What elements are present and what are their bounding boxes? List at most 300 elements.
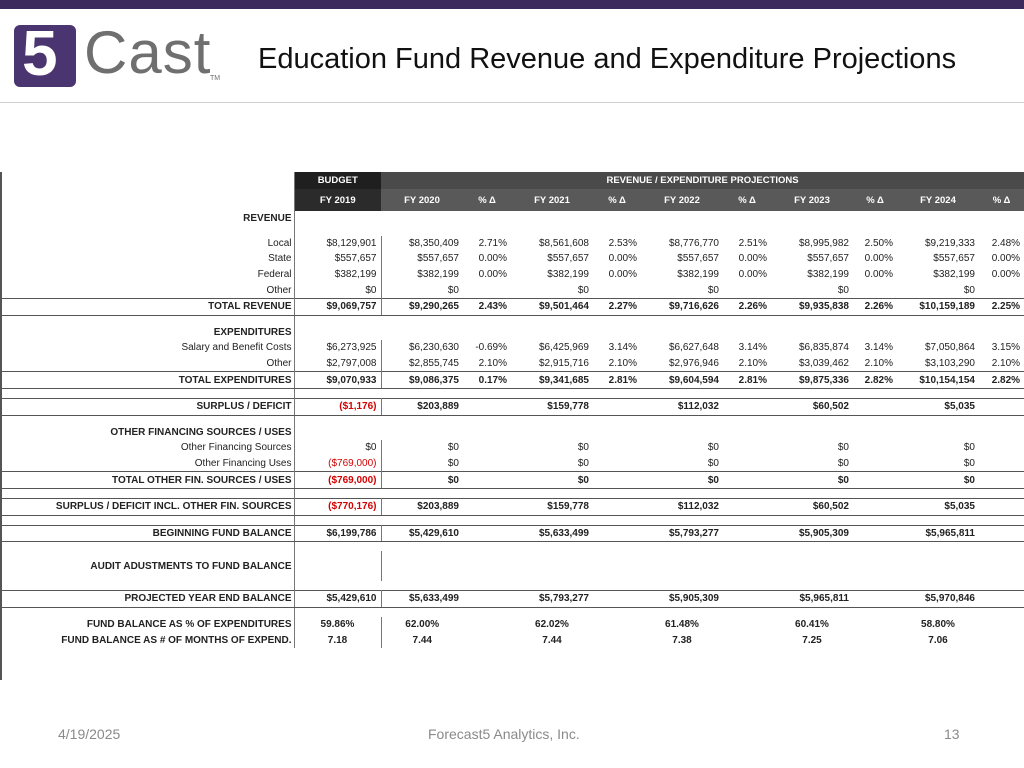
pct-change-cell: 2.10%	[478, 358, 507, 370]
spacer-cell	[294, 607, 1024, 617]
value-cell: $0	[837, 284, 849, 296]
row-label: BEGINNING FUND BALANCE	[2, 525, 294, 542]
value-cell: $3,039,462	[798, 358, 849, 370]
pct-change-cell: 0.00%	[864, 253, 893, 265]
value-cell: $5,970,846	[897, 591, 979, 608]
value-cell: 61.48%	[665, 618, 699, 630]
pct-change-cell: 0.00%	[738, 269, 767, 281]
value-cell: $0	[577, 458, 589, 470]
pct-change-cell	[979, 498, 1024, 515]
value-cell: $203,889	[381, 398, 463, 415]
value-cell: $159,778	[511, 398, 593, 415]
value-cell: $9,069,757	[294, 298, 381, 315]
value-cell: $6,230,630	[408, 342, 459, 354]
row-label: Other Financing Uses	[2, 456, 294, 472]
value-cell: $8,776,770	[668, 237, 719, 249]
pct-change-cell	[463, 498, 511, 515]
value-cell: 7.44	[542, 634, 562, 646]
row-label: Other Financing Sources	[2, 440, 294, 456]
pct-change-cell: 3.14%	[738, 342, 767, 354]
value-cell: ($769,000)	[294, 472, 381, 489]
header-row-2	[2, 189, 1024, 211]
row-label: Federal	[2, 267, 294, 283]
value-cell: $9,716,626	[641, 298, 723, 315]
pct-change-cell	[593, 498, 641, 515]
value-cell: $5,905,309	[771, 525, 853, 542]
pct-change-cell	[723, 525, 771, 542]
pct-change-cell	[853, 456, 897, 472]
value-cell: ($769,000)	[294, 456, 381, 472]
value-cell: $0	[447, 458, 459, 470]
pct-change-cell: 2.26%	[853, 298, 897, 315]
pct-change-cell	[723, 282, 771, 298]
table-row-local	[2, 236, 1024, 252]
pct-change-cell	[723, 617, 771, 633]
pct-change-cell	[853, 632, 897, 648]
value-cell: $9,501,464	[511, 298, 593, 315]
spacer-row	[2, 388, 1024, 398]
pct-change-cell	[723, 498, 771, 515]
pct-change-cell	[723, 472, 771, 489]
pct-change-cell: 0.00%	[991, 253, 1021, 265]
pct-change-cell	[723, 398, 771, 415]
pct-change-cell: 2.82%	[979, 372, 1024, 389]
value-cell: $5,035	[897, 498, 979, 515]
value-cell: $0	[577, 442, 589, 454]
pct-change-cell	[593, 551, 641, 581]
row-label: Local	[2, 236, 294, 252]
col-header: FY 2022	[641, 189, 723, 211]
value-cell: $0	[294, 282, 381, 298]
spacer-cell	[2, 542, 294, 552]
section-fill	[294, 325, 1024, 341]
value-cell: $9,604,594	[641, 372, 723, 389]
value-cell: ($770,176)	[294, 498, 381, 515]
row-label: TOTAL OTHER FIN. SOURCES / USES	[2, 472, 294, 489]
value-cell: $0	[963, 284, 975, 296]
pct-change-cell: 3.15%	[991, 342, 1021, 354]
pct-change-cell	[723, 632, 771, 648]
spacer-row	[2, 488, 1024, 498]
col-header: % Δ	[463, 189, 511, 211]
value-cell: $9,086,375	[381, 372, 463, 389]
pct-change-cell	[593, 472, 641, 489]
value-cell: $382,199	[294, 267, 381, 283]
value-cell: 7.38	[672, 634, 692, 646]
value-cell: $0	[511, 472, 593, 489]
pct-change-cell	[979, 472, 1024, 489]
spacer-row	[2, 315, 1024, 325]
col-header: % Δ	[593, 189, 641, 211]
value-cell: $557,657	[547, 253, 589, 265]
value-cell: $0	[897, 472, 979, 489]
logo-number: 5	[22, 17, 58, 89]
value-cell: $0	[447, 442, 459, 454]
table-row-fb-pct	[2, 617, 1024, 633]
spacer-row	[2, 581, 1024, 591]
row-label: TOTAL EXPENDITURES	[2, 372, 294, 389]
value-cell: $382,199	[417, 269, 459, 281]
pct-change-cell	[463, 472, 511, 489]
pct-change-cell: 2.27%	[593, 298, 641, 315]
value-cell: $0	[771, 472, 853, 489]
spacer-cell	[2, 388, 294, 398]
value-cell: $8,995,982	[798, 237, 849, 249]
value-cell: $382,199	[933, 269, 975, 281]
table-row-federal	[2, 267, 1024, 283]
table-row-ofs	[2, 440, 1024, 456]
pct-change-cell	[979, 525, 1024, 542]
value-cell: $5,905,309	[641, 591, 723, 608]
table-row-salary	[2, 340, 1024, 356]
pct-change-cell	[853, 551, 897, 581]
value-cell: 59.86%	[294, 617, 381, 633]
spacer-cell	[294, 388, 1024, 398]
projections-header: REVENUE / EXPENDITURE PROJECTIONS	[381, 172, 1024, 189]
row-label: FUND BALANCE AS % OF EXPENDITURES	[2, 617, 294, 633]
pct-change-cell: 2.26%	[723, 298, 771, 315]
section-header-row	[2, 325, 1024, 341]
pct-change-cell	[593, 591, 641, 608]
slide-header	[0, 9, 1024, 103]
value-cell: 7.18	[294, 632, 381, 648]
value-cell: $6,273,925	[294, 340, 381, 356]
pct-change-cell: 2.81%	[723, 372, 771, 389]
value-cell: $9,875,336	[771, 372, 853, 389]
value-cell: $0	[707, 442, 719, 454]
header-blank	[2, 172, 294, 189]
value-cell: $112,032	[641, 498, 723, 515]
value-cell: $557,657	[417, 253, 459, 265]
value-cell: $10,159,189	[897, 298, 979, 315]
pct-change-cell	[979, 456, 1024, 472]
pct-change-cell	[853, 591, 897, 608]
table-row-other-rev	[2, 282, 1024, 298]
logo-box	[14, 17, 76, 89]
pct-change-cell	[853, 525, 897, 542]
value-cell: 7.25	[802, 634, 822, 646]
value-cell: 62.02%	[535, 618, 569, 630]
value-cell: 7.44	[412, 634, 432, 646]
value-cell: $0	[837, 442, 849, 454]
top-accent-bar	[0, 0, 1024, 9]
value-cell: $2,797,008	[294, 356, 381, 372]
value-cell: $9,219,333	[924, 237, 975, 249]
pct-change-cell: 2.10%	[738, 358, 767, 370]
pct-change-cell	[593, 398, 641, 415]
value-cell: $382,199	[547, 269, 589, 281]
spacer-row	[2, 227, 1024, 236]
value-cell	[294, 551, 381, 581]
pct-change-cell: 0.00%	[864, 269, 893, 281]
col-header: FY 2023	[771, 189, 853, 211]
spacer-cell	[294, 488, 1024, 498]
value-cell: $5,965,811	[771, 591, 853, 608]
value-cell: $2,855,745	[408, 358, 459, 370]
value-cell: $5,429,610	[381, 525, 463, 542]
header-blank-2	[2, 189, 294, 211]
section-fill	[294, 211, 1024, 227]
pct-change-cell	[463, 282, 511, 298]
section-label: REVENUE	[2, 211, 294, 227]
value-cell: $7,050,864	[924, 342, 975, 354]
value-cell: $203,889	[381, 498, 463, 515]
pct-change-cell	[723, 551, 771, 581]
value-cell	[381, 551, 463, 581]
pct-change-cell	[593, 456, 641, 472]
col-header: FY 2020	[381, 189, 463, 211]
pct-change-cell	[593, 525, 641, 542]
pct-change-cell	[979, 398, 1024, 415]
value-cell: $0	[381, 472, 463, 489]
projection-table	[2, 172, 1024, 648]
value-cell: $9,070,933	[294, 372, 381, 389]
col-header: % Δ	[723, 189, 771, 211]
pct-change-cell	[593, 282, 641, 298]
table-row-state	[2, 251, 1024, 267]
spacer-cell	[294, 415, 1024, 425]
pct-change-cell	[979, 617, 1024, 633]
value-cell: $6,627,648	[668, 342, 719, 354]
value-cell: $60,502	[771, 498, 853, 515]
value-cell: $6,199,786	[294, 525, 381, 542]
row-label: State	[2, 251, 294, 267]
value-cell: $3,103,290	[924, 358, 975, 370]
projection-table-container	[0, 172, 1024, 680]
value-cell: $0	[294, 440, 381, 456]
pct-change-cell: 2.10%	[608, 358, 637, 370]
row-label: TOTAL REVENUE	[2, 298, 294, 315]
col-header: FY 2021	[511, 189, 593, 211]
pct-change-cell	[979, 551, 1024, 581]
pct-change-cell	[853, 282, 897, 298]
value-cell: $5,965,811	[897, 525, 979, 542]
value-cell	[641, 551, 723, 581]
pct-change-cell	[593, 632, 641, 648]
value-cell: $6,835,874	[798, 342, 849, 354]
pct-change-cell: 0.00%	[991, 269, 1021, 281]
pct-change-cell: -0.69%	[475, 342, 507, 354]
spacer-cell	[2, 315, 294, 325]
table-row-fb-months	[2, 632, 1024, 648]
col-header: FY 2019	[294, 189, 381, 211]
value-cell: $9,341,685	[511, 372, 593, 389]
budget-header: BUDGET	[294, 172, 381, 189]
pct-change-cell: 2.51%	[738, 237, 767, 249]
pct-change-cell: 2.48%	[991, 237, 1021, 249]
pct-change-cell	[853, 498, 897, 515]
value-cell: $0	[963, 442, 975, 454]
pct-change-cell: 2.25%	[979, 298, 1024, 315]
value-cell: $5,633,499	[381, 591, 463, 608]
value-cell: $0	[447, 284, 459, 296]
pct-change-cell: 2.43%	[463, 298, 511, 315]
value-cell: $112,032	[641, 398, 723, 415]
value-cell: $9,935,838	[771, 298, 853, 315]
value-cell	[771, 551, 853, 581]
pct-change-cell: 2.71%	[478, 237, 507, 249]
value-cell: $0	[963, 458, 975, 470]
value-cell: $8,350,409	[408, 237, 459, 249]
pct-change-cell	[853, 440, 897, 456]
pct-change-cell	[593, 440, 641, 456]
pct-change-cell: 2.10%	[864, 358, 893, 370]
table-row-ofu	[2, 456, 1024, 472]
pct-change-cell	[463, 525, 511, 542]
pct-change-cell: 2.10%	[991, 358, 1021, 370]
pct-change-cell: 0.00%	[608, 253, 637, 265]
row-label: Salary and Benefit Costs	[2, 340, 294, 356]
pct-change-cell: 0.00%	[478, 253, 507, 265]
pct-change-cell	[979, 440, 1024, 456]
pct-change-cell	[463, 632, 511, 648]
col-header: % Δ	[979, 189, 1024, 211]
value-cell: $8,561,608	[538, 237, 589, 249]
value-cell: $2,976,946	[668, 358, 719, 370]
pct-change-cell	[723, 456, 771, 472]
row-label: Other	[2, 356, 294, 372]
table-row-surplus-incl	[2, 498, 1024, 515]
value-cell: $6,425,969	[538, 342, 589, 354]
spacer-cell	[2, 415, 294, 425]
header-row-1	[2, 172, 1024, 189]
value-cell	[511, 551, 593, 581]
value-cell: $5,633,499	[511, 525, 593, 542]
pct-change-cell	[463, 617, 511, 633]
spacer-cell	[294, 542, 1024, 552]
pct-change-cell: 0.17%	[463, 372, 511, 389]
pct-change-cell	[979, 282, 1024, 298]
table-row-audit	[2, 551, 1024, 581]
pct-change-cell	[463, 398, 511, 415]
col-header: % Δ	[853, 189, 897, 211]
spacer-row	[2, 542, 1024, 552]
table-row-surplus	[2, 398, 1024, 415]
pct-change-cell	[853, 617, 897, 633]
table-row-total-exp	[2, 372, 1024, 389]
section-header-row	[2, 211, 1024, 227]
value-cell: $0	[577, 284, 589, 296]
spacer-row	[2, 415, 1024, 425]
row-label: FUND BALANCE AS # OF MONTHS OF EXPEND.	[2, 632, 294, 648]
pct-change-cell: 2.53%	[608, 237, 637, 249]
value-cell: ($1,176)	[294, 398, 381, 415]
value-cell: $382,199	[677, 269, 719, 281]
pct-change-cell: 3.14%	[608, 342, 637, 354]
pct-change-cell: 2.50%	[864, 237, 893, 249]
pct-change-cell	[463, 551, 511, 581]
spacer-cell	[2, 227, 294, 236]
row-label: SURPLUS / DEFICIT INCL. OTHER FIN. SOURCES	[2, 498, 294, 515]
spacer-cell	[2, 607, 294, 617]
value-cell: $0	[707, 284, 719, 296]
table-row-beginning	[2, 525, 1024, 542]
pct-change-cell: 0.00%	[478, 269, 507, 281]
spacer-cell	[294, 581, 1024, 591]
row-label: Other	[2, 282, 294, 298]
pct-change-cell: 2.81%	[593, 372, 641, 389]
value-cell: $0	[641, 472, 723, 489]
pct-change-cell	[463, 456, 511, 472]
spacer-row	[2, 607, 1024, 617]
value-cell: $557,657	[807, 253, 849, 265]
section-label: OTHER FINANCING SOURCES / USES	[2, 425, 294, 441]
row-label: AUDIT ADUSTMENTS TO FUND BALANCE	[2, 551, 294, 581]
spacer-cell	[294, 515, 1024, 525]
value-cell: $557,657	[294, 251, 381, 267]
value-cell: $10,154,154	[897, 372, 979, 389]
value-cell: $5,429,610	[294, 591, 381, 608]
spacer-row	[2, 515, 1024, 525]
logo-text: Cast	[84, 19, 212, 86]
footer-date: 4/19/2025	[58, 726, 121, 742]
table-row-projected	[2, 591, 1024, 608]
pct-change-cell	[593, 617, 641, 633]
footer-page-number: 13	[944, 726, 960, 742]
pct-change-cell: 2.82%	[853, 372, 897, 389]
spacer-cell	[294, 315, 1024, 325]
section-header-row	[2, 425, 1024, 441]
value-cell: $557,657	[677, 253, 719, 265]
value-cell: $159,778	[511, 498, 593, 515]
section-label: EXPENDITURES	[2, 325, 294, 341]
row-label: PROJECTED YEAR END BALANCE	[2, 591, 294, 608]
spacer-cell	[2, 581, 294, 591]
footer-company: Forecast5 Analytics, Inc.	[428, 726, 580, 742]
value-cell: $557,657	[933, 253, 975, 265]
pct-change-cell	[723, 591, 771, 608]
value-cell: $5,793,277	[511, 591, 593, 608]
value-cell: 58.80%	[921, 618, 955, 630]
pct-change-cell	[463, 591, 511, 608]
value-cell: $0	[837, 458, 849, 470]
pct-change-cell	[853, 472, 897, 489]
row-label: SURPLUS / DEFICIT	[2, 398, 294, 415]
value-cell: $9,290,265	[381, 298, 463, 315]
table-row-total-ofs	[2, 472, 1024, 489]
value-cell: $5,793,277	[641, 525, 723, 542]
table-row-other-exp	[2, 356, 1024, 372]
value-cell: $382,199	[807, 269, 849, 281]
pct-change-cell	[979, 632, 1024, 648]
col-header: FY 2024	[897, 189, 979, 211]
pct-change-cell	[979, 591, 1024, 608]
spacer-cell	[2, 515, 294, 525]
pct-change-cell	[853, 398, 897, 415]
value-cell	[897, 551, 979, 581]
pct-change-cell	[463, 440, 511, 456]
value-cell: 60.41%	[795, 618, 829, 630]
pct-change-cell	[723, 440, 771, 456]
value-cell: 7.06	[928, 634, 948, 646]
value-cell: $5,035	[897, 398, 979, 415]
value-cell: 62.00%	[405, 618, 440, 630]
value-cell: $0	[707, 458, 719, 470]
pct-change-cell: 0.00%	[608, 269, 637, 281]
table-row-total-rev	[2, 298, 1024, 315]
value-cell: $8,129,901	[294, 236, 381, 252]
page-title: Education Fund Revenue and Expenditure Projections	[258, 43, 957, 75]
company-logo	[14, 17, 224, 99]
value-cell: $2,915,716	[538, 358, 589, 370]
value-cell: $60,502	[771, 398, 853, 415]
spacer-cell	[294, 227, 1024, 236]
section-fill	[294, 425, 1024, 441]
pct-change-cell: 0.00%	[738, 253, 767, 265]
pct-change-cell: 3.14%	[864, 342, 893, 354]
spacer-cell	[2, 488, 294, 498]
logo-trademark: TM	[210, 75, 221, 82]
